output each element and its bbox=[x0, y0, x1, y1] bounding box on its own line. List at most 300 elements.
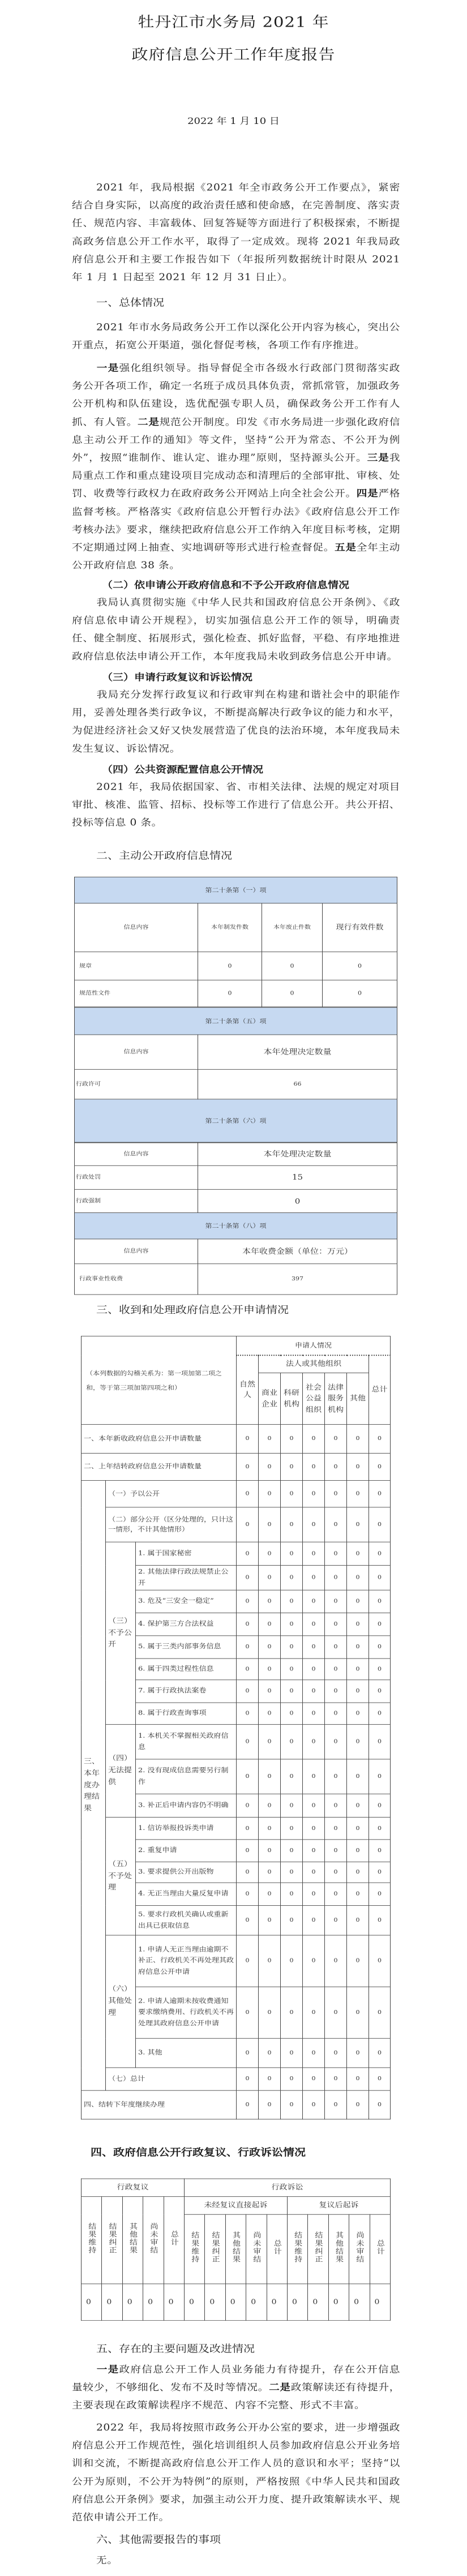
cell-value: 0 bbox=[281, 1862, 303, 1883]
cell-value: 0 bbox=[237, 1817, 259, 1839]
cell-value: 0 bbox=[281, 1425, 303, 1454]
table-row bbox=[82, 1425, 391, 1454]
section5-heading: 五、存在的主要问题及改进情况 bbox=[96, 2342, 255, 2355]
cell-value: 0 bbox=[369, 1453, 391, 1480]
table-header-article20-1: 第二十条第（一）项 bbox=[75, 877, 397, 903]
cell-value: 0 bbox=[369, 1935, 391, 1987]
subsection2-paragraph bbox=[72, 594, 400, 666]
point-2-label: 二是 bbox=[138, 417, 160, 427]
cell-value: 0 bbox=[347, 1817, 369, 1839]
cell-value: 0 bbox=[237, 1565, 259, 1590]
cell-value: 0 bbox=[237, 1658, 259, 1680]
row-label: 一、本年新收政府信息公开申请数量 bbox=[82, 1425, 237, 1454]
application-handling-table bbox=[81, 1336, 391, 2119]
cell-value: 0 bbox=[303, 1425, 325, 1454]
row-label: 1. 申请人无正当理由逾期不补正、行政机关不再处理其政府信息公开申请 bbox=[136, 1935, 237, 1987]
cell-value: 0 bbox=[369, 1680, 391, 1703]
cell-value: 0 bbox=[347, 1565, 369, 1590]
subsection2-text: 我局认真贯彻实施《中华人民共和国政府信息公开条例》、《政府信息依申请公开规程》，切实加强信息公开工作的领导，明确责任、健全制度、拓展形式，强化检查、抓好监督，平稳、有序地推进政府信息依法申请公开工作，本年度我局未收到政务信息公开申请。 bbox=[72, 597, 400, 662]
cell-value: 0 bbox=[369, 1987, 391, 2038]
table-row bbox=[82, 2090, 391, 2119]
col-header: 本年处理决定数量 bbox=[198, 1143, 397, 1165]
cell-value: 0 bbox=[259, 1565, 281, 1590]
cell-value: 0 bbox=[347, 1794, 369, 1817]
cell-value: 0 bbox=[198, 952, 262, 980]
cell-value: 0 bbox=[303, 1658, 325, 1680]
cell-value: 0 bbox=[259, 1905, 281, 1935]
subsection3-paragraph bbox=[72, 687, 400, 758]
cell-value: 0 bbox=[347, 1425, 369, 1454]
col-after-upheld: 结果维持 bbox=[293, 2231, 303, 2264]
review-litigation-table bbox=[81, 2179, 391, 2321]
point-5-text: 全年主动公开政府信息 38 条。 bbox=[72, 542, 401, 571]
cell-value: 0 bbox=[369, 1481, 391, 1507]
cell-value: 0 bbox=[325, 1658, 347, 1680]
section1-heading: 一、总体情况 bbox=[96, 296, 164, 308]
cell-value: 0 bbox=[325, 1680, 347, 1703]
cell-value: 0 bbox=[259, 1507, 281, 1542]
cell-value: 0 bbox=[303, 1905, 325, 1935]
cell-value: 0 bbox=[237, 1759, 259, 1794]
table-row bbox=[75, 1165, 397, 1189]
cell-value: 0 bbox=[325, 1453, 347, 1480]
cell-value: 0 bbox=[347, 1658, 369, 1680]
col-direct-total: 总计 bbox=[272, 2239, 282, 2256]
cell-value: 0 bbox=[303, 2068, 325, 2090]
cell-value: 0 bbox=[259, 1759, 281, 1794]
cell-value: 0 bbox=[281, 1987, 303, 2038]
cell-value: 0 bbox=[259, 1840, 281, 1862]
cell-value: 0 bbox=[325, 1481, 347, 1507]
cell-value: 0 bbox=[281, 1703, 303, 1725]
subsection3-text: 我局充分发挥行政复议和行政审判在构建和谐社会中的职能作用，妥善处理各类行政争议，不断提高解决行政争议的能力和水平，为促进经济社会又好又快发展营造了优良的法治环境，本年度我局未发生复议、诉讼情况。 bbox=[72, 689, 400, 755]
col-header: 信息内容 bbox=[75, 1035, 198, 1069]
cell-value: 0 bbox=[262, 952, 323, 980]
cell-value: 0 bbox=[369, 1590, 391, 1613]
point-1-label: 一是 bbox=[96, 363, 119, 374]
col-header: 信息内容 bbox=[75, 903, 198, 952]
cell-value: 0 bbox=[164, 2284, 184, 2321]
subsection4-paragraph bbox=[72, 778, 400, 832]
cell-value: 0 bbox=[325, 2090, 347, 2119]
cell-value: 0 bbox=[303, 1862, 325, 1883]
cell-value: 0 bbox=[281, 1542, 303, 1565]
cell-value: 0 bbox=[369, 1794, 391, 1817]
row-label: 行政处罚 bbox=[75, 1165, 198, 1189]
table-row bbox=[82, 2068, 391, 2090]
cell-value: 0 bbox=[325, 1507, 347, 1542]
cell-value: 0 bbox=[303, 2038, 325, 2068]
cell-value: 0 bbox=[303, 1883, 325, 1905]
cell-value: 0 bbox=[281, 1453, 303, 1480]
cell-value: 0 bbox=[281, 1759, 303, 1794]
table-row bbox=[75, 980, 397, 1007]
cell-value: 0 bbox=[237, 1636, 259, 1658]
subgroup-label: （三）不予公开 bbox=[106, 1542, 136, 1724]
section6-heading: 六、其他需要报告的事项 bbox=[96, 2533, 221, 2546]
cell-value: 0 bbox=[259, 1725, 281, 1759]
cell-value: 0 bbox=[237, 1725, 259, 1759]
col-review-pending: 尚未审结 bbox=[149, 2222, 158, 2254]
cell-value: 0 bbox=[281, 1935, 303, 1987]
corner-note: （本列数据的勾稽关系为：第一项加第二项之和，等于第三项加第四项之和） bbox=[82, 1336, 237, 1425]
row-label: （二）部分公开（区分处理的，只计这一情形，不计其他情形） bbox=[106, 1507, 237, 1542]
cell-value: 0 bbox=[303, 1725, 325, 1759]
cell-value: 0 bbox=[198, 980, 262, 1007]
cell-value: 0 bbox=[369, 1658, 391, 1680]
cell-value: 66 bbox=[198, 1069, 397, 1099]
cell-value: 0 bbox=[281, 1905, 303, 1935]
cell-value: 0 bbox=[347, 1840, 369, 1862]
cell-value: 0 bbox=[259, 1987, 281, 2038]
cell-value: 0 bbox=[325, 1425, 347, 1454]
cell-value: 0 bbox=[308, 2284, 328, 2321]
cell-value: 0 bbox=[237, 2038, 259, 2068]
col-total: 总计 bbox=[369, 1355, 391, 1425]
cell-value: 0 bbox=[237, 1453, 259, 1480]
cell-value: 0 bbox=[303, 2090, 325, 2119]
active-disclosure-table-5 bbox=[74, 1007, 397, 1142]
table-row bbox=[82, 1453, 391, 1480]
report-title-line1: 牡丹江市水务局 2021 年 bbox=[138, 13, 329, 31]
col-after-pending: 尚未审结 bbox=[355, 2231, 365, 2264]
cell-value: 0 bbox=[369, 1817, 391, 1839]
cell-value: 0 bbox=[237, 2068, 259, 2090]
subsection4-heading: （四）公共资源配置信息公开情况 bbox=[102, 764, 264, 775]
cell-value: 0 bbox=[325, 1636, 347, 1658]
table-header-article20-8: 第二十条第（八）项 bbox=[75, 1213, 397, 1239]
cell-value: 0 bbox=[259, 1794, 281, 1817]
cell-value: 0 bbox=[325, 1987, 347, 2038]
cell-value: 0 bbox=[347, 1883, 369, 1905]
report-title-line2: 政府信息公开工作年度报告 bbox=[131, 46, 336, 63]
cell-value: 0 bbox=[303, 1453, 325, 1480]
cell-value: 0 bbox=[281, 2038, 303, 2068]
cell-value: 0 bbox=[225, 2284, 246, 2321]
cell-value: 0 bbox=[325, 1935, 347, 1987]
cell-value: 0 bbox=[369, 2090, 391, 2119]
cell-value: 0 bbox=[369, 1759, 391, 1794]
table-row bbox=[75, 1264, 397, 1295]
cell-value: 0 bbox=[325, 1613, 347, 1636]
cell-value: 0 bbox=[259, 1613, 281, 1636]
cell-value: 0 bbox=[325, 1542, 347, 1565]
row-label: 7. 属于行政执法案卷 bbox=[136, 1680, 237, 1703]
col-direct-other: 其他结果 bbox=[231, 2231, 241, 2264]
cell-value: 0 bbox=[369, 1725, 391, 1759]
cell-value: 0 bbox=[325, 1590, 347, 1613]
cell-value: 0 bbox=[325, 1840, 347, 1862]
cell-value: 0 bbox=[347, 1481, 369, 1507]
cell-value: 0 bbox=[347, 1613, 369, 1636]
result-group-label: 三、本年度办理结果 bbox=[82, 1481, 106, 2091]
row-label: 3. 补正后申请内容仍不明确 bbox=[136, 1794, 237, 1817]
cell-value: 0 bbox=[347, 1935, 369, 1987]
col-public-welfare: 社会公益组织 bbox=[303, 1373, 325, 1424]
cell-value: 0 bbox=[325, 1905, 347, 1935]
cell-value: 0 bbox=[323, 980, 397, 1007]
section5-paragraph-1 bbox=[72, 2361, 400, 2415]
col-header: 本年收费金额（单位：万元） bbox=[198, 1239, 397, 1264]
col-legal-service: 法律服务机构 bbox=[325, 1373, 347, 1424]
direct-suit-header: 未经复议直接起诉 bbox=[185, 2197, 288, 2215]
row-label: （七）总计 bbox=[106, 2068, 237, 2090]
cell-value: 0 bbox=[259, 1481, 281, 1507]
cell-value: 0 bbox=[259, 1680, 281, 1703]
subgroup-label: （五）不予处理 bbox=[106, 1817, 136, 1935]
subgroup-label: （六）其他处理 bbox=[106, 1935, 136, 2068]
table-header-article20-5: 第二十条第（五）项 bbox=[75, 1008, 397, 1035]
cell-value: 0 bbox=[347, 2090, 369, 2119]
cell-value: 0 bbox=[347, 1905, 369, 1935]
cell-value: 0 bbox=[369, 1840, 391, 1862]
cell-value: 0 bbox=[303, 1565, 325, 1590]
cell-value: 0 bbox=[281, 1817, 303, 1839]
col-natural-person: 自然人 bbox=[237, 1355, 259, 1425]
cell-value: 0 bbox=[303, 1613, 325, 1636]
cell-value: 0 bbox=[237, 1481, 259, 1507]
cell-value: 0 bbox=[369, 1636, 391, 1658]
cell-value: 0 bbox=[303, 1794, 325, 1817]
cell-value: 0 bbox=[259, 1542, 281, 1565]
cell-value: 0 bbox=[267, 2284, 287, 2321]
row-label: 规范性文件 bbox=[75, 980, 198, 1007]
col-research: 科研机构 bbox=[281, 1373, 303, 1424]
table-header-article20-6: 第二十条第（六）项 bbox=[75, 1099, 397, 1142]
cell-value: 0 bbox=[328, 2284, 349, 2321]
row-label: 规章 bbox=[75, 952, 198, 980]
section6-text: 无。 bbox=[96, 2555, 118, 2566]
cell-value: 0 bbox=[303, 1817, 325, 1839]
cell-value: 0 bbox=[259, 2038, 281, 2068]
cell-value: 0 bbox=[303, 1590, 325, 1613]
row-label: 4. 无正当理由大量反复申请 bbox=[136, 1883, 237, 1905]
cell-value: 0 bbox=[325, 1817, 347, 1839]
cell-value: 0 bbox=[246, 2284, 267, 2321]
cell-value: 0 bbox=[259, 1453, 281, 1480]
cell-value: 0 bbox=[303, 1680, 325, 1703]
cell-value: 0 bbox=[259, 2068, 281, 2090]
row-label: 3. 危及“三安全一稳定” bbox=[136, 1590, 237, 1613]
row-label: 行政事业性收费 bbox=[75, 1264, 198, 1295]
cell-value: 0 bbox=[281, 1613, 303, 1636]
cell-value: 0 bbox=[281, 1636, 303, 1658]
cell-value: 0 bbox=[347, 1636, 369, 1658]
cell-value: 0 bbox=[369, 1703, 391, 1725]
cell-value: 0 bbox=[281, 1565, 303, 1590]
cell-value: 0 bbox=[347, 1507, 369, 1542]
col-review-other: 其他结果 bbox=[128, 2222, 138, 2254]
row-label: 5. 要求行政机关确认或重新出具已获取信息 bbox=[136, 1905, 237, 1935]
cell-value: 0 bbox=[303, 1507, 325, 1542]
cell-value: 0 bbox=[237, 1840, 259, 1862]
cell-value: 397 bbox=[198, 1264, 397, 1295]
col-direct-corrected: 结果纠正 bbox=[211, 2231, 220, 2264]
admin-litigation-header: 行政诉讼 bbox=[185, 2179, 391, 2197]
cell-value: 0 bbox=[237, 1613, 259, 1636]
cell-value: 0 bbox=[325, 1883, 347, 1905]
problem-2-text: 政策解读还有待提升，主要表现在政策解读程序不规范、内容不完整、形式不丰富。 bbox=[72, 2382, 400, 2411]
subsection4-text: 2021 年，我局依据国家、省、市相关法律、法规的规定对项目审批、核准、监管、招标、投标等工作进行了信息公开。共公开招、投标等信息 0 条。 bbox=[72, 782, 400, 829]
cell-value: 0 bbox=[237, 1590, 259, 1613]
col-review-total: 总计 bbox=[169, 2230, 179, 2247]
cell-value: 0 bbox=[325, 2038, 347, 2068]
row-label: 1. 本机关不掌握相关政府信息 bbox=[136, 1725, 237, 1759]
col-after-total: 总计 bbox=[375, 2239, 385, 2256]
cell-value: 0 bbox=[325, 1703, 347, 1725]
col-review-corrected: 结果纠正 bbox=[108, 2222, 117, 2254]
cell-value: 0 bbox=[281, 1680, 303, 1703]
col-other: 其他 bbox=[347, 1373, 369, 1424]
col-after-other: 其他结果 bbox=[334, 2231, 344, 2264]
cell-value: 0 bbox=[347, 1680, 369, 1703]
applicant-header: 申请人情况 bbox=[237, 1336, 391, 1355]
cell-value: 0 bbox=[237, 2090, 259, 2119]
cell-value: 0 bbox=[347, 1542, 369, 1565]
cell-value: 0 bbox=[237, 1935, 259, 1987]
cell-value: 0 bbox=[369, 1565, 391, 1590]
cell-value: 0 bbox=[303, 1542, 325, 1565]
cell-value: 0 bbox=[122, 2284, 143, 2321]
cell-value: 0 bbox=[237, 1987, 259, 2038]
table-row bbox=[75, 952, 397, 980]
section1-paragraph-2 bbox=[72, 359, 400, 575]
point-1-text: 强化组织领导。指导督促全市各级水行政部门贯彻落实政务公开各项工作，确定一名班子成员具体负责，常抓常管，加强政务公开机构和队伍建设，选优配强专职人员，确保政务公开工作有人抓、有人管。 bbox=[72, 363, 400, 427]
section4-heading: 四、政府信息公开行政复议、行政诉讼情况 bbox=[91, 2146, 306, 2158]
table-row bbox=[82, 1481, 391, 1507]
cell-value: 0 bbox=[349, 2284, 370, 2321]
row-label: 二、上年结转政府信息公开申请数量 bbox=[82, 1453, 237, 1480]
cell-value: 0 bbox=[102, 2284, 122, 2321]
cell-value: 0 bbox=[347, 1987, 369, 2038]
point-3-label: 三是 bbox=[367, 452, 389, 464]
section1-paragraph-1 bbox=[72, 319, 400, 354]
cell-value: 0 bbox=[369, 1542, 391, 1565]
cell-value: 0 bbox=[237, 1425, 259, 1454]
cell-value: 0 bbox=[347, 1703, 369, 1725]
section3-heading: 三、收到和处理政府信息公开申请情况 bbox=[96, 1304, 289, 1316]
cell-value: 0 bbox=[325, 1862, 347, 1883]
cell-value: 0 bbox=[237, 1883, 259, 1905]
row-label: 3. 其他 bbox=[136, 2038, 237, 2068]
cell-value: 0 bbox=[303, 1703, 325, 1725]
after-review-suit-header: 复议后起诉 bbox=[287, 2197, 390, 2215]
admin-review-header: 行政复议 bbox=[82, 2179, 185, 2197]
col-direct-upheld: 结果维持 bbox=[190, 2231, 200, 2264]
problem-2-label: 二是 bbox=[269, 2382, 291, 2393]
improvement-text: 2022 年，我局将按照市政务公开办公室的要求，进一步增强政府信息公开工作规范性，强化培训组织人员参加政府信息公开业务培训和交流，不断提高政府信息公开工作人员的意识和水平；坚持“以公开为原则，不公开为特例”的原则，严格按照《中华人民共和国政府信息公开条例》要求，加强主动公开力度、提升政策解读水平、规范依申请公开工作。 bbox=[72, 2422, 400, 2523]
row-label: 2. 没有现成信息需要另行制作 bbox=[136, 1759, 237, 1794]
cell-value: 0 bbox=[347, 1759, 369, 1794]
col-header: 现行有效件数 bbox=[323, 903, 397, 952]
point-4-label: 四是 bbox=[356, 488, 379, 499]
cell-value: 0 bbox=[281, 1507, 303, 1542]
cell-value: 0 bbox=[325, 1565, 347, 1590]
cell-value: 0 bbox=[369, 1883, 391, 1905]
point-5-label: 五是 bbox=[335, 542, 357, 553]
cell-value: 0 bbox=[369, 2068, 391, 2090]
col-review-upheld: 结果维持 bbox=[87, 2222, 97, 2254]
cell-value: 0 bbox=[281, 1794, 303, 1817]
cell-value: 0 bbox=[281, 1590, 303, 1613]
table-row bbox=[82, 1935, 391, 1987]
point-4-text: 严格监督考核。严格落实《政府信息公开暂行办法》《政府信息公开工作考核办法》要求，继续把政府信息公开工作纳入年度目标考核，定期不定期通过网上抽查、实地调研等形式进行检查督促。 bbox=[72, 488, 401, 553]
table-row bbox=[82, 2284, 391, 2321]
row-label: 4. 保护第三方合法权益 bbox=[136, 1613, 237, 1636]
cell-value: 15 bbox=[198, 1165, 397, 1189]
cell-value: 0 bbox=[237, 1507, 259, 1542]
col-header: 本年处理决定数量 bbox=[198, 1035, 397, 1069]
cell-value: 0 bbox=[325, 1794, 347, 1817]
row-label: 6. 属于四类过程性信息 bbox=[136, 1658, 237, 1680]
cell-value: 0 bbox=[259, 2090, 281, 2119]
col-header: 信息内容 bbox=[75, 1239, 198, 1264]
cell-value: 0 bbox=[369, 1613, 391, 1636]
cell-value: 0 bbox=[259, 1883, 281, 1905]
cell-value: 0 bbox=[347, 1725, 369, 1759]
cell-value: 0 bbox=[82, 2284, 102, 2321]
cell-value: 0 bbox=[369, 2038, 391, 2068]
cell-value: 0 bbox=[259, 1817, 281, 1839]
row-label: 四、结转下年度继续办理 bbox=[82, 2090, 237, 2119]
subsection2-heading: （二）依申请公开政府信息和不予公开政府信息情况 bbox=[102, 580, 350, 591]
cell-value: 0 bbox=[237, 1862, 259, 1883]
cell-value: 0 bbox=[281, 1658, 303, 1680]
row-label: 8. 属于行政查询事项 bbox=[136, 1703, 237, 1725]
table-row bbox=[82, 1542, 391, 1565]
cell-value: 0 bbox=[237, 1680, 259, 1703]
section5-paragraph-2 bbox=[72, 2419, 400, 2527]
cell-value: 0 bbox=[259, 1590, 281, 1613]
row-label: 1. 信访举报投诉类申请 bbox=[136, 1817, 237, 1839]
cell-value: 0 bbox=[347, 2068, 369, 2090]
cell-value: 0 bbox=[303, 1636, 325, 1658]
row-label: 行政强制 bbox=[75, 1189, 198, 1212]
cell-value: 0 bbox=[198, 1189, 397, 1212]
row-label: 2. 其他法律行政法规禁止公开 bbox=[136, 1565, 237, 1590]
report-date: 2022 年 1 月 10 日 bbox=[187, 116, 280, 127]
problem-1-text: 政府信息公开工作人员业务能力有待提升，存在公开信息量较少，不够细化、发布不及时等情况。 bbox=[72, 2364, 400, 2393]
cell-value: 0 bbox=[205, 2284, 225, 2321]
legal-entity-header: 法人或其他组织 bbox=[259, 1355, 369, 1373]
section2-heading: 二、主动公开政府信息情况 bbox=[96, 849, 232, 861]
cell-value: 0 bbox=[369, 1905, 391, 1935]
col-business: 商业企业 bbox=[259, 1373, 281, 1424]
row-label: 2. 申请人逾期未按收费通知要求缴纳费用、行政机关不再处理其政府信息公开申请 bbox=[136, 1987, 237, 2038]
col-header: 本年废止件数 bbox=[262, 903, 323, 952]
subsection3-heading: （三）申请行政复议和诉讼情况 bbox=[102, 672, 253, 683]
problem-1-label: 一是 bbox=[96, 2364, 119, 2375]
cell-value: 0 bbox=[281, 1725, 303, 1759]
cell-value: 0 bbox=[303, 1987, 325, 2038]
cell-value: 0 bbox=[369, 1862, 391, 1883]
col-header: 信息内容 bbox=[75, 1143, 198, 1165]
row-label: 5. 属于三类内部事务信息 bbox=[136, 1636, 237, 1658]
cell-value: 0 bbox=[370, 2284, 390, 2321]
cell-value: 0 bbox=[303, 1481, 325, 1507]
table-row bbox=[82, 1507, 391, 1542]
cell-value: 0 bbox=[237, 1703, 259, 1725]
cell-value: 0 bbox=[325, 1725, 347, 1759]
cell-value: 0 bbox=[369, 1507, 391, 1542]
cell-value: 0 bbox=[259, 1658, 281, 1680]
cell-value: 0 bbox=[303, 1759, 325, 1794]
table-row bbox=[82, 1725, 391, 1759]
cell-value: 0 bbox=[347, 1453, 369, 1480]
cell-value: 0 bbox=[347, 1590, 369, 1613]
cell-value: 0 bbox=[369, 1425, 391, 1454]
cell-value: 0 bbox=[323, 952, 397, 980]
